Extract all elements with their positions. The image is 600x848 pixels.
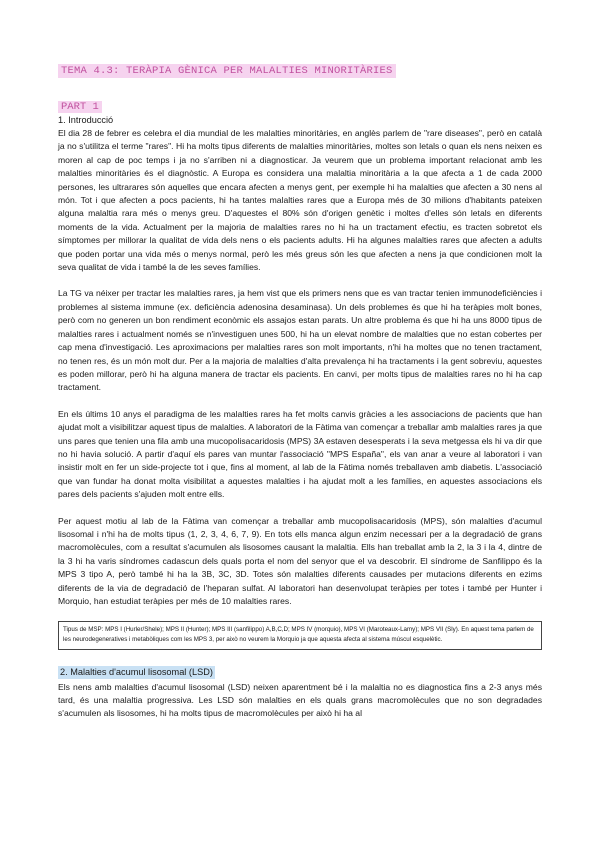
note-text: Tipus de MSP: MPS I (Hurler/Shele); MPS II (Hunter); MPS III (sanfilippo) A,B,C,D; MPS IV (morquio), MPS VI (Maroteaux-Lamy); MPS VII (Sly). En aquest tema parlem de les neurodegeneratives i metabòliques com les MPS 3, per això no veurem la Morquio ja que aquesta afecta al sistema múscul esquelètic.	[63, 626, 534, 643]
title-block	[58, 60, 396, 78]
paragraph: La TG va néixer per tractar les malalties rares, ja hem vist que els primers nens que es van tractar tenien immunodeficiències i problemes al sistema immune (ex. deficiència adenosina desaminasa). Un dels problemes és que hi ha teràpies molt bones, però com no generen un bon rendiment econòmic els assajos estan parats. Un altre problema és que hi ha uns 8000 tipus de malalties rares i actualment només se n'investiguen unes 500, hi ha un elevat nombre de malalties que no estan cobertes per cap mena d'investigació. Les aproximacions per malalties rares son molt importants, n'hi ha moltes que no tenen tractament, no tenen res, és un món molt dur. Per a la majoria de malalties d'alta prevalença hi ha tractaments i la gent sobreviu, aquestes es poden millorar, però hi ha alguna manera de tractar els pacients. En canvi, per molts tipus de malalties rares no hi ha cap tractament.	[58, 288, 542, 393]
paragraph: El dia 28 de febrer es celebra el dia mundial de les malalties minoritàries, en anglès parlem de "rare diseases", però en català ja no s'utilitza el terme "rares". Hi ha molts tipus diferents de malalties minoritàries, moltes son letals o quan els nens neixen es moren al cap de poc temps i ja no s'arriben ni a diagnosticar. Ja veurem que un problema important relacionat amb les malalties minoritàries és el diagnòstic. A Europa es considera una malaltia minoritària a la que afecta a 1 de cada 2000 persones, les ultrarares són aquelles que encara afecten a menys gent, per exemple hi ha malalties que afecten a 30 nens al món. Tot i que afecten a pocs pacients, hi ha tantes malalties rares que a Europa més de 30 milions d'habitants pateixen alguna malaltia rara més o menys greu. D'aquestes el 80% són d'origen genètic i moltes d'elles són letals en diferents moments de la vida. Actualment per la majoria de malalties rares no hi ha un tractament efectiu, es tracten sobretot els símptomes per millorar la qualitat de vida dels nens o els pacients adults. Hi ha algunes malalties rares que afecten a adults que poden portar una vida més o menys normal, però les més greus són les que afecten a nens ja que condicionen molt la seva qualitat de vida i també la de les seves famílies.	[58, 128, 542, 273]
part-label: PART 1	[58, 101, 102, 113]
paragraph: Els nens amb malalties d'acumul lisosomal (LSD) neixen aparentment bé i la malaltia no es diagnostica fins a 2-3 anys més tard, és una malaltia progressiva. Les LSD són malalties en els quals grans macromolècules que no son degradades s'acumulen als lisosomes, hi ha molts tipus de macromolècules per això hi ha al	[58, 681, 542, 719]
section-heading-wrap	[58, 662, 542, 680]
document-body	[58, 114, 542, 734]
section-heading-lsd: 2. Malalties d'acumul lisosomal (LSD)	[60, 666, 213, 677]
note-box	[58, 621, 542, 649]
page-title: TEMA 4.3: TERÀPIA GÈNICA PER MALALTIES MINORITÀRIES	[58, 64, 396, 78]
part-block	[58, 96, 102, 114]
paragraph: Per aquest motiu al lab de la Fàtima van començar a treballar amb mucopolisacaridosis (MPS), són malalties d'acumul lisosomal i n'hi ha de molts tipus (1, 2, 3, 4, 6, 7, 9). En tots ells manca algun enzim necessari per a la degradació de grans macromolècules, com a resultat s'acumulen als lisosomes causant la malaltia. Ells han treballat amb la 2, la 3 i la 4, dintre de la 3 hi ha varis síndromes cadascun dels quals porta el nom del senyor que el va descobrir. El síndrome de Sanfilippo és la MPS 3 tipo A, però també hi ha la 3B, 3C, 3D. Totes són malalties diferents causades per mutacions diferents en ezims diferents de la via de degradació de l'heparan sulfat. Al laboratori han desenvolupat teràpies per totes i també per Hunter i Morquio, han estudiat teràpies per més de 10 malalties rares.	[58, 515, 542, 606]
paragraph: En els últims 10 anys el paradigma de les malalties rares ha fet molts canvis gràcies a les associacions de pacients que han ajudat molt a visibilitzar aquest tipus de malalties. A laboratori de la Fàtima van començar a treballar amb malalties rares ja que uns pares que tenien una fila amb una mucopolisacaridosis (MPS) 3A estaven desesperats i la seva metgessa els hi va dir que no hi havia solució. A partir d'aquí els pares van muntar l'associació "MPS España", els van anar a veure al laboratori i van insistir molt en fer un side-projecte tot i que, fins al moment, al lab de la Fàtima només treballaven amb diabetis. L'associació que van fundar ha donat molta visibilitat a aquestes malalties i ha ajudat molt a les famílies, en aquestes associacions els pares dels pacients s'ajuden molt entre ells.	[58, 408, 542, 500]
section-heading-intro: 1. Introducció	[58, 115, 114, 125]
